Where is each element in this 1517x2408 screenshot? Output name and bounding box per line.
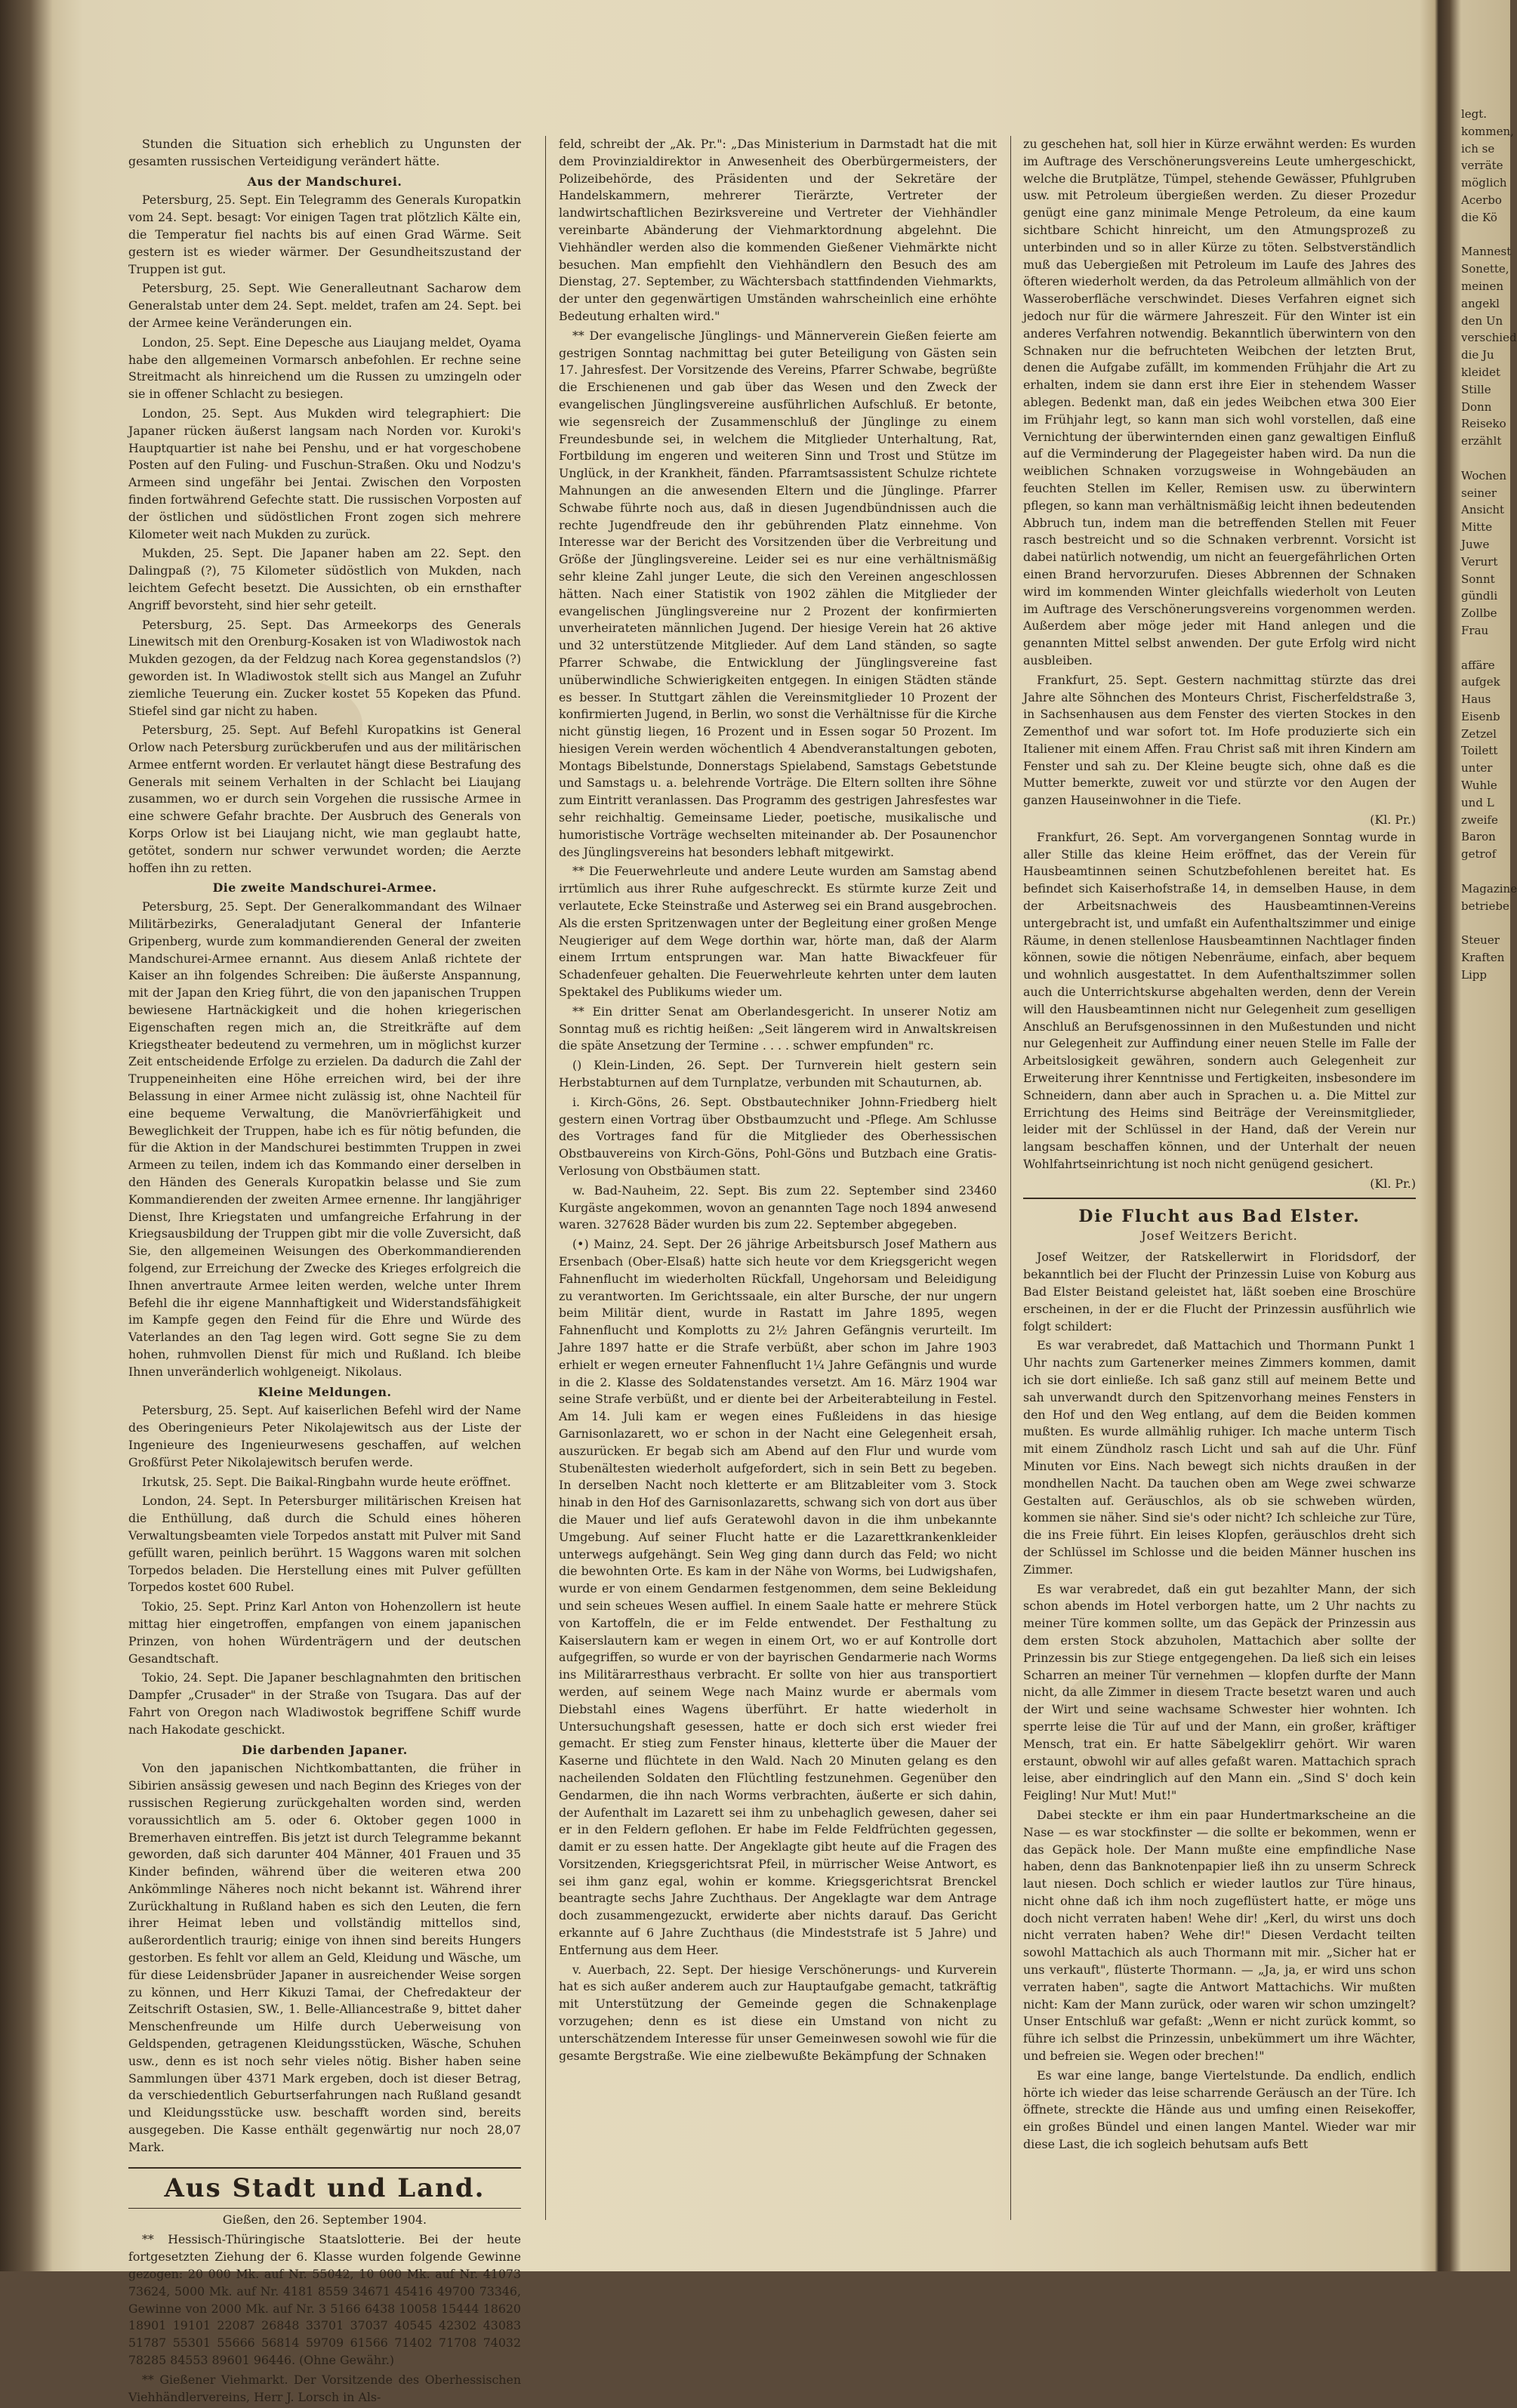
column-rule	[1010, 136, 1011, 2220]
edge-text-line: Wochen	[1461, 468, 1507, 483]
paragraph: Irkutsk, 25. Sept. Die Baikal-Ringbahn wurde heute eröffnet.	[142, 1474, 511, 1489]
edge-text-line: Kraften	[1461, 951, 1505, 965]
paragraph: ** Ein dritter Senat am Oberlandesgericht. In unserer Notiz am Sonntag muß es richtig heißen: „Seit längerem wird in Anwaltskreisen die späte Ansetzung der Termine . . . . schwer empfunden" rc.	[559, 1004, 997, 1053]
edge-text-line: gündli	[1461, 589, 1498, 603]
paragraph: Tokio, 24. Sept. Die Japaner beschlagnahmten den britischen Dampfer „Crusader" in der Straße von Tsugara. Das auf der Fahrt von Oregon nach Wladiwostok begriffene Schiff wurde nach Hakodate geschickt.	[128, 1670, 521, 1737]
paragraph: i. Kirch-Göns, 26. Sept. Obstbautechniker Johnn-Friedberg hielt gestern einen Vortrag über Obstbaumzucht und -Pflege. Am Schlusse des Vortrages fand für die Mitglieder des Oberhessischen Obstbauvereins von Kirch-Göns, Pohl-Göns und Butzbach eine Gratis-Verlosung von Obstbäumen statt.	[559, 1094, 997, 1179]
edge-text-line: Baron	[1461, 830, 1496, 844]
paragraph: ** Der evangelische Jünglings- und Männerverein Gießen feierte am gestrigen Sonntag nachmittag bei guter Beteiligung von Gästen sein 17. Jahresfest. Der Vorsitzende des Vereins, Pfarrer Schwabe, begrüßte die Erschienenen und gab über das Wesen und den Zweck der evangelischen Jünglingsvereine ausführlichen Aufschluß. Er betonte, wie segensreich der Zusammenschluß der Jünglinge zu einem Freundesbunde sei, in welchem die Mitglieder Unterhaltung, Rat, Fortbildung im engeren und weiteren Sinn und Trost und Stütze im Unglück, in der Krankheit, fänden. Pfarramtsassistent Schulze richtete Mahnungen an die anwesenden Eltern und die Jünglinge. Pfarrer Schwabe führte noch aus, daß in diesen Jugendbündnissen auch die rechte Jugendfreude den ihr gebührenden Platz einnehme. Von Interesse war der Bericht des Vorsitzenden über die Verbreitung und Größe der Jünglingsvereine. Leider sei es nur eine verhältnismäßig sehr kleine Zahl junger Leute, die sich den Vereinen angeschlossen hätten. Nach einer Statistik von 1902 zählen die Mitglieder der evangelischen Jünglingsvereine nur 2 Prozent der konfirmierten unverheirateten männlichen Jugend. Der hiesige Verein hat 26 aktive und 32 unterstützende Mitglieder. Auf dem Land ständen, so sagte Pfarrer Schwabe, die Entwicklung der Jünglingsvereine fast unüberwindliche Schwierigkeiten entgegen. In einigen Städten stände es besser. In Stuttgart zählen die Vereinsmitglieder 10 Prozent der konfirmierten Jugend, in Berlin, wo sonst die Verhältnisse für die Kirche nicht günstig liegen, 16 Prozent und in Essen sogar 50 Prozent. Im hiesigen Verein werden wöchentlich 4 Abendveranstaltungen geboten, Montags Bibelstunde, Donnerstags Spielabend, Samstags Gebetstunde und Samstags u. a. belehrende Vorträge. Die Eltern sollten ihre Söhne zum Eintritt veranlassen. Das Programm des gestrigen Jahresfestes war sehr reichhaltig. Gemeinsame Lieder, poetische, musikalische und humoristische Vorträge wechselten miteinander ab. Der Posaunenchor des Jünglingsvereins hat besonders lebhaft mitgewirkt.	[559, 328, 997, 859]
edge-text-line: den Un	[1461, 313, 1503, 328]
edge-text-line: kommen,	[1461, 124, 1514, 138]
edge-text-line: Lipp	[1461, 967, 1487, 982]
edge-text-line	[1461, 914, 1508, 932]
paragraph: Dabei steckte er ihm ein paar Hundertmarkscheine an die Nase — es war stockfinster — die sollte er bekommen, wenn er das Gepäck hole. Der Mann mußte eine empfindliche Nase haben, denn das Banknotenpapier ließ ihn zu unserm Schreck laut niesen. Doch schlich er wieder lautlos zur Türe hinaus, nicht ohne daß ich ihm noch zugeflüstert hatte, er möge uns doch nicht verraten haben! Wehe dir! „Kerl, du wirst uns doch nicht verraten haben? Wehe dir!" Diesen Verdacht teilten sowohl Mattachich als auch Thormann mit mir. „Sicher hat er uns verkauft", flüsterte Thormann. — „Ja, ja, er wird uns schon verraten haben", sagte die Antwort Mattachichs. Wir mußten nicht: Kam der Mann zurück, oder waren wir schon umzingelt? Unser Entschluß war gefaßt: „Wenn er nicht zurück kommt, so führe ich selbst die Prinzessin, unbekümmert um ihre Wächter, und befreien sie. Wegen oder brechen!"	[1023, 1807, 1416, 2064]
edge-text-line: seiner	[1461, 486, 1497, 500]
edge-text-line: die Ju	[1461, 348, 1494, 362]
edge-text-line: aufgek	[1461, 675, 1500, 689]
paragraph: w. Bad-Nauheim, 22. Sept. Bis zum 22. September sind 23460 Kurgäste angekommen, wovon an genannten Tage noch 1894 anwesend waren. 327628 Bäder wurden bis zum 22. September abgegeben.	[559, 1182, 997, 1232]
paragraph: Petersburg, 25. Sept. Wie Generalleutnant Sacharow dem Generalstab unter dem 24. Sept. meldet, trafen am 24. Sept. bei der Armee keine Veränderungen ein.	[128, 281, 521, 330]
paragraph: Petersburg, 25. Sept. Der Generalkommandant des Wilnaer Militärbezirks, Generaladjutant General der Infanterie Gripenberg, wurde zum kommandierenden General der zweiten Mandschurei-Armee ernannt. Aus diesem Anlaß richtete der Kaiser an ihn folgendes Schreiben: Die äußerste Anspannung, mit der Japan den Krieg führt, die von den japanischen Truppen bewiesene Hartnäckigkeit und die hohen kriegerischen Eigenschaften regen mich an, die Streitkräfte auf dem Kriegstheater bedeutend zu vermehren, um in möglichst kurzer Zeit entscheidende Erfolge zu erzielen. Da dadurch die Zahl der Truppeneinheiten eine Höhe erreichen wird, bei der ihre Belassung in einer Armee nicht zulässig ist, ohne Nachteil für eine bequeme Verwaltung, die Manövrierfähigkeit und Beweglichkeit der Truppen, habe ich es für nötig befunden, die für die Aktion in der Mandschurei bestimmten Truppen in zwei Armeen zu teilen, indem ich das Kommando einer derselben in den Händen des Generals Kuropatkin belasse und Sie zum Kommandierenden der zweiten Armee ernenne. Ihr langjähriger Dienst, Ihre Kriegstaten und umfangreiche Erfahrung in der Kriegsausbildung der Truppen gibt mir die volle Zuversicht, daß Sie, den allgemeinen Weisungen des Oberkommandierenden folgend, zur Erreichung der Zwecke des Krieges erfolgreich die Ihnen anvertraute Armee leiten werden, welche unter Ihrem Befehl die ihr eigene Mannhaftigkeit und Widerstandsfähigkeit im Kampfe gegen den Feind für die Ehre und Würde des Vaterlandes an den Tag legen wird. Gott segne Sie zu dem hohen, ruhmvollen Dienst für mich und Rußland. Ich bleibe Ihnen unveränderlich wohlgeneigt. Nikolaus.	[128, 899, 521, 1379]
paragraph: London, 24. Sept. In Petersburger militärischen Kreisen hat die Enthüllung, daß durch die Schuld eines höheren Verwaltungsbeamten viele Torpedos anstatt mit Pulver mit Sand gefüllt waren, peinlich berührt. 15 Waggons waren mit solchen Torpedos beladen. Die Herstellung eines mit Pulver gefüllten Torpedos kostet 600 Rubel.	[128, 1494, 521, 1595]
paragraph: Josef Weitzer, der Ratskellerwirt in Floridsdorf, der bekanntlich bei der Flucht der Prinzessin Luise von Koburg aus Bad Elster Beistand geleistet hat, läßt soeben eine Broschüre erscheinen, in der er die Flucht der Prinzessin ausführlich wie folgt schildert:	[1023, 1250, 1416, 1333]
paragraph: Petersburg, 25. Sept. Ein Telegramm des Generals Kuropatkin vom 24. Sept. besagt: Vor einigen Tagen trat plötzlich Kälte ein, die Temperatur fiel nachts bis auf einen Grad Wärme. Seit gestern ist es wieder wärmer. Der Gesundheitszustand der Truppen ist gut.	[128, 193, 521, 276]
edge-text-line: getrof	[1461, 847, 1497, 862]
edge-text-line: die Kö	[1461, 210, 1497, 224]
edge-text-line: Stille	[1461, 382, 1491, 396]
edge-text-line: Frau	[1461, 623, 1489, 637]
edge-text-line: Reiseko	[1461, 417, 1506, 431]
edge-text-line: meinen	[1461, 279, 1504, 293]
edge-text-line: Haus	[1461, 692, 1491, 707]
edge-text-line: affäre	[1461, 658, 1495, 672]
source-credit: (Kl. Pr.)	[1370, 812, 1416, 828]
edge-text-line: verräte	[1461, 159, 1503, 173]
edge-text-line: ich se	[1461, 141, 1495, 156]
column-1	[128, 136, 521, 2408]
edge-text-line: angekl	[1461, 296, 1500, 310]
paragraph: London, 25. Sept. Eine Depesche aus Liaujang meldet, Oyama habe den allgemeinen Vormarsch anbefohlen. Er rechne seine Streitmacht als hinreichend um die Russen zu umzingeln oder sie in offener Schlacht zu besiegen.	[128, 335, 521, 402]
column-3	[1023, 136, 1416, 2156]
edge-text-line	[1461, 863, 1508, 880]
edge-text-line: Donn	[1461, 399, 1492, 414]
edge-text-line: Magazine	[1461, 881, 1517, 896]
section-headline: Aus Stadt und Land.	[128, 2167, 521, 2209]
section-heading: Kleine Meldungen.	[257, 1384, 392, 1399]
edge-text-line	[1461, 227, 1508, 244]
edge-text-line: betriebe	[1461, 899, 1509, 913]
column-2	[559, 136, 997, 2067]
edge-text-line: Mitte	[1461, 520, 1493, 535]
newspaper-page	[83, 136, 1420, 2404]
column-rule	[545, 136, 546, 2220]
paragraph: Tokio, 25. Sept. Prinz Karl Anton von Hohenzollern ist heute mittag hier eingetroffen, empfangen von einem japanischen Prinzen, von hohen Würdenträgern und der deutschen Gesandtschaft.	[128, 1599, 521, 1666]
paragraph: Petersburg, 25. Sept. Auf kaiserlichen Befehl wird der Name des Oberingenieurs Peter Nikolajewitsch aus der Liste der Ingenieure des Ingenieurwesens geschaffen, auf welchen Großfürst Peter Nikolajewitsch berufen werde.	[128, 1403, 521, 1469]
edge-text-line: Eisenb	[1461, 709, 1500, 723]
edge-text-line: Zetzel	[1461, 726, 1497, 741]
paragraph: Petersburg, 25. Sept. Auf Befehl Kuropatkins ist General Orlow nach Petersburg zurückberufen und aus der militärischen Armee entfernt worden. Er verlautet hängt diese Bestrafung des Generals mit seinem Verhalten in der Schlacht bei Liaujang zusammen, wo er durch sein Vorgehen die russische Armee in eine schwere Gefahr brachte. Der Ausbruch des Generals von Korps Orlow ist bei Liaujang nicht, wie man geglaubt hatte, getötet, sondern nur schwer verwundet worden; die Aerzte hoffen ihn zu retten.	[128, 723, 521, 875]
paragraph: Von den japanischen Nichtkombattanten, die früher in Sibirien ansässig gewesen und nach Beginn des Krieges von der russischen Regierung zurückgehalten worden sind, werden voraussichtlich am 5. oder 6. Oktober gegen 1000 in Bremerhaven eintreffen. Bis jetzt ist durch Telegramme bekannt geworden, daß sich darunter 404 Männer, 401 Frauen und 35 Kinder befinden, während über die weiteren etwa 200 Ankömmlinge Näheres noch nicht bekannt ist. Während ihrer Zurückhaltung in Rußland haben es sich den Leuten, die fern ihrer Heimat leben und vollständig mittellos sind, außerordentlich traurig; einige von ihnen sind bereits Hungers gestorben. Es fehlt vor allem an Geld, Kleidung und Wäsche, um für diese Leidensbrüder Japaner in ausreichender Weise sorgen zu können, und Herr Kikuzi Tamai, der Chefredakteur der Zeitschrift Ostasien, SW., 1. Belle-Alliancestraße 9, bittet daher Menschenfreunde um Hilfe durch Ueberweisung von Geldspenden, getragenen Kleidungsstücken, Wäsche, Schuhen usw., denn es ist noch sehr vieles nötig. Bisher haben seine Sammlungen über 4371 Mark ergeben, doch ist dieser Betrag, da verschiedentlich Geburtserfahrungen nach Rußland gesandt und Kleidungsstücke usw. beschafft worden sind, bereits ausgegeben. Die Kasse enthält gegenwärtig nur noch 28,07 Mark.	[128, 1761, 521, 2154]
edge-text-line: unter	[1461, 761, 1493, 775]
paragraph: ** Hessisch-Thüringische Staatslotterie. Bei der heute fortgesetzten Ziehung der 6. Klasse wurden folgende Gewinne gezogen: 20 000 Mk. auf Nr. 55042, 10 000 Mk. auf Nr. 41073 73624, 5000 Mk. auf Nr. 4181 8559 34671 45416 49700 73346, Gewinne von 2000 Mk. auf Nr. 3 5166 6438 10058 15444 18620 18901 19101 22087 26848 33701 37037 40545 42302 43083 51787 55301 55666 56814 59709 61566 71402 71708 74032 78285 84553 89601 96446. (Ohne Gewähr.)	[128, 2232, 521, 2368]
edge-text-line: möglich	[1461, 176, 1507, 190]
edge-text-line: Acerbo	[1461, 193, 1502, 207]
paragraph: Stunden die Situation sich erheblich zu Ungunsten der gesamten russischen Verteidigung verändert hätte.	[128, 137, 521, 168]
edge-text-line: Wuhle	[1461, 779, 1497, 793]
edge-text-line: zweife	[1461, 812, 1498, 827]
adjacent-page-edge	[1461, 106, 1517, 2205]
paragraph: Petersburg, 25. Sept. Das Armeekorps des Generals Linewitsch mit den Orenburg-Kosaken ist von Wladiwostok nach Mukden gezogen, da der Feldzug nach Korea gegenstandslos (?) geworden ist. In Wladiwostok stellt sich aus Mangel an Zufuhr ziemliche Teuerung ein. Zucker kostet 55 Kopeken das Pfund. Stiefel sind gar nicht zu haben.	[128, 617, 521, 718]
edge-text-line: kleidet	[1461, 365, 1501, 379]
paragraph: Mukden, 25. Sept. Die Japaner haben am 22. Sept. den Dalingpaß (?), 75 Kilometer südöstlich von Mukden, nach leichtem Gefecht besetzt. Die Aussichten, ob ein ernsthafter Angriff bevorsteht, sind hier sehr geteilt.	[128, 546, 521, 612]
edge-text-line: Steuer	[1461, 933, 1500, 948]
edge-text-line: Zollbe	[1461, 606, 1497, 621]
section-heading: Aus der Mandschurei.	[247, 174, 402, 189]
paragraph: (•) Mainz, 24. Sept. Der 26 jährige Arbeitsbursch Josef Mathern aus Ersenbach (Ober-Elsaß) hatte sich heute vor dem Kriegsgericht wegen Fahnenflucht im wiederholten Rückfall, Ungehorsam und Beleidigung zu verantworten. Im Gerichtssaale, ein alter Bursche, der nur ungern beim Militär dient, wurde in Rastatt im Jahre 1895, wegen Fahnenflucht und Komplotts zu 2½ Jahren Gefängnis verurteilt. Im Jahre 1897 hatte er die Strafe verbüßt, aber schon im Jahre 1903 erhielt er wegen erneuter Fahnenflucht 1¼ Jahre Gefängnis und wurde in die 2. Klasse des Soldatenstandes versetzt. Am 16. März 1904 war seine Strafe verbüßt, und er diente bei der Arbeiterabteilung in Festel. Am 14. Juli kam er wegen eines Fußleidens in das hiesige Garnisonlazarett, wo er schon in der Nacht eine Gelegenheit ersah, auszurücken. Er begab sich am Abend auf den Flur und wurde vom Stubenältesten wiederholt aufgefordert, sich in sein Bett zu begeben. In derselben Nacht noch kletterte er am Blitzableiter vom 3. Stock hinab in den Hof des Garnisonlazaretts, schwang sich von dort aus über die Mauer und lief aufs Geratewohl davon in die ihm unbekannte Umgebung. Auf seiner Flucht hatte er die Lazarettkrankenkleider unterwegs aufgehängt. Sein Weg ging dann durch das Feld; wo nicht die bewohnten Orte. Es kam in der Nähe von Worms, bei Ludwigshafen, wurde er von einem Gendarmen festgenommen, dem seine Bekleidung und sein scheues Wesen auffiel. In einem Saale hatte er mehrere Stück von Kartoffeln, die er im Felde entwendet. Der Festhaltung zu Kaiserslautern kam er wegen in einem Ort, wo er auf Kontrolle dort aufgegriffen, so wurde er von der bayrischen Gendarmerie nach Worms ins Militärarresthaus verbracht. Er sollte von hier aus transportiert werden, auf seinem Wege nach Mainz wurde er abermals vom Diebstahl eines Wagens überführt. Er hatte wiederholt in Untersuchungshaft gesessen, hatte er doch sich erst wieder frei gemacht. Er stieg zum Fenster hinaus, kletterte über die Mauer der Kaserne und flüchtete in den Wald. Nach 20 Minuten gelang es den nacheilenden Soldaten den Flüchtling festzunehmen. Gegenüber den Gendarmen, die ihn nach Worms verbrachten, äußerte er sich dahin, der Aufenthalt im Lazarett sei ihm zu unbehaglich gewesen, daher sei er in den Feldern geflohen. Er habe im Felde Feldfrüchten gegessen, damit er zu essen hatte. Der Angeklagte gibt heute auf die Fragen des Vorsitzenden, Kriegsgerichtsrat Pfeil, in mürrischer Weise Antwort, es sei ihm ganz egal, wohin er komme. Kriegsgerichtsrat Brenckel beantragte sechs Jahre Zuchthaus. Der Angeklagte war dem Antrage doch zusammengezuckt, erwiderte aber nichts darauf. Das Gericht erkannte auf 6 Jahre Zuchthaus (die Mindeststrafe ist 5 Jahre) und Entfernung aus dem Heer.	[559, 1237, 997, 1957]
edge-text-line: Verurt	[1461, 554, 1498, 569]
article-subtitle: Josef Weitzers Bericht.	[1141, 1228, 1298, 1243]
article-title: Die Flucht aus Bad Elster.	[1023, 1198, 1416, 1228]
paragraph: ** Gießener Viehmarkt. Der Vorsitzende des Oberhessischen Viehhändlervereins, Herr J. Lorsch in Als-	[128, 2372, 521, 2404]
edge-text-line: Ansicht	[1461, 503, 1505, 517]
paragraph: Frankfurt, 26. Sept. Am vorvergangenen Sonntag wurde in aller Stille das kleine Heim eröffnet, das der Verein für Hausbeamtinnen seinen Schutzbefohlenen bereitet hat. Es befindet sich Kaiserhofstraße 14, in demselben Hause, in dem der Arbeitsnachweis des Hausbeamtinnen-Vereins untergebracht ist, und umfaßt ein Aufenthaltszimmer und einige Räume, in denen stellenlose Hausbeamtinnen Nachtlager finden können, sowie die nötigen Nebenräume, einfach, aber bequem und wohnlich ausgestattet. In dem Aufenthaltszimmer sollen auch die Unterrichtskurse abgehalten werden, denn der Verein will den Hausbeamtinnen nicht nur Gelegenheit zum geselligen Anschluß an Berufsgenossinnen in den Mußestunden und nicht nur Gelegenheit zur Auffindung einer neuen Stelle im Falle der Arbeitslosigkeit gewähren, sondern auch Gelegenheit zur Erweiterung ihrer Kenntnisse und Fertigkeiten, insbesondere im Schneidern, dann aber auch in Sprachen u. a. Die Mittel zur Errichtung des Heims sind Beiträge der Vereinsmitglieder, leider mit der Schlüssel in der Hand, daß der Verein nur langsam beschaffen können, und der Unterhalt der neuen Wohlfahrtseinrichtung ist noch nicht genügend gesichert.	[1023, 829, 1416, 1172]
edge-text-line	[1461, 640, 1508, 657]
paragraph: Frankfurt, 25. Sept. Gestern nachmittag stürzte das drei Jahre alte Söhnchen des Monteurs Christ, Fischerfeldstraße 3, in Sachsenhausen aus dem Fenster des vierten Stockes in den Zementhof und war sofort tot. Im Hofe produzierte sich ein Italiener mit einem Affen. Frau Christ saß mit ihren Kindern am Fenster und sah zu. Der Kleine beugte sich, ohne daß es die Mutter bemerkte, zuweit vor und stürzte vor den Augen der ganzen Hauseinwohner in die Tiefe.	[1023, 672, 1416, 808]
edge-text-line	[1461, 450, 1508, 467]
paragraph: v. Auerbach, 22. Sept. Der hiesige Verschönerungs- und Kurverein hat es sich außer anderem auch zur Hauptaufgabe gemacht, tatkräftig mit Unterstützung der Gemeinde gegen die Schnakenplage vorzugehen; denn es ist diese ein Umstand von nicht zu unterschätzendem Interesse für unser Gemeinwesen sowohl wie für die gesamte Bergstraße. Wie eine zielbewußte Bekämpfung der Schnaken	[559, 1962, 997, 2063]
edge-text-line: erzählt	[1461, 434, 1502, 449]
source-credit: (Kl. Pr.)	[1370, 1176, 1416, 1191]
edge-text-line: legt.	[1461, 107, 1488, 121]
edge-text-line: Sonette,	[1461, 262, 1509, 276]
dateline: Gießen, den 26. September 1904.	[222, 2212, 427, 2227]
section-heading: Die darbenden Japaner.	[242, 1742, 408, 1757]
edge-text-line: Sonnt	[1461, 572, 1495, 586]
edge-text-line: verschied	[1461, 331, 1517, 345]
paragraph: feld, schreibt der „Ak. Pr.": „Das Ministerium in Darmstadt hat die mit dem Provinzialdirektor in Anwesenheit des Oberbürgermeisters, der Polizeibehörde, des Präsidenten und der Sekretäre der Handelskammern, mehrerer Tierärzte, Vertreter der landwirtschaftlichen Bezirksvereine und Vertreter der Viehhändler vereinbarte Abänderung der Viehmarktordnung abgelehnt. Die Viehhändler werden also die kommenden Gießener Viehmärkte nicht besuchen. Man empfiehlt den Viehhändlern den Besuch des am Dienstag, 27. September, zu Wächtersbach stattfindenden Viehmarkts, der unter den gegenwärtigen Umständen wahrscheinlich eine erhöhte Bedeutung erhalten wird."	[559, 137, 997, 323]
paragraph: ** Die Feuerwehrleute und andere Leute wurden am Samstag abend irrtümlich aus ihrer Ruhe aufgeschreckt. Es stürmte kurze Zeit und verlautete, Ecke Steinstraße und Asterweg sei ein Brand ausgebrochen. Als die ersten Spritzenwagen unter der Begleitung einer großen Menge Neugieriger auf dem Wege dorthin war, hörte man, daß der Alarm einem Irrtum entsprungen war. Man hatte Biwackfeuer für Schadenfeuer gehalten. Die Feuerwehrleute kehrten unter dem lauten Spektakel des Publikums wieder um.	[559, 864, 997, 1000]
section-heading: Die zweite Mandschurei-Armee.	[212, 880, 437, 896]
paragraph: Es war eine lange, bange Viertelstunde. Da endlich, endlich hörte ich wieder das leise scharrende Geräusch an der Türe. Ich öffnete, streckte die Hände aus und umfing einen Reisekoffer, ein großes Bündel und einen langen Mantel. Wieder war mir diese Last, die ich sogleich behutsam aufs Bett	[1023, 2067, 1416, 2152]
paragraph: London, 25. Sept. Aus Mukden wird telegraphiert: Die Japaner rücken äußerst langsam nach Norden vor. Kuroki's Hauptquartier ist nahe bei Penshu, und er hat vorgeschobene Posten auf den Fuling- und Fuschun-Straßen. Oku und Nodzu's Armeen sind ungefähr bei Jentai. Zwischen den Vorposten finden fortwährend Gefechte statt. Die russischen Vorposten auf der östlichen und südöstlichen Front zogen sich mehrere Kilometer weit nach Mukden zu zurück.	[128, 405, 521, 541]
edge-text-line: Toilett	[1461, 744, 1498, 758]
paragraph: Es war verabredet, daß Mattachich und Thormann Punkt 1 Uhr nachts zum Gartenerker meines Zimmers kommen, damit ich sie dort einließe. Ich saß ganz still auf meinem Bette und sah unverwandt durch den Spitzenvorhang meines Fensters in den Hof und den Weg entlang, auf dem die Beiden kommen mußten. Es wurde allmählig ruhiger. Ich mache unterm Tisch mit einem Zündholz rasch Licht und sah auf die Uhr. Fünf Minuten vor Eins. Nach bewegt sich nichts draußen in der mondhellen Nacht. Da tauchen oben am Wege zwei schwarze Gestalten auf. Geräuschlos, als ob sie schweben würden, kommen sie näher. Sind sie's oder nicht? Ich schleiche zur Türe, die ins Freie führt. Ein leises Klopfen, geräuschlos dreht sich der Schlüssel im Schlosse und die beiden Männer huschen ins Zimmer.	[1023, 1338, 1416, 1577]
paragraph: () Klein-Linden, 26. Sept. Der Turnverein hielt gestern sein Herbstabturnen auf dem Turnplatze, verbunden mit Schauturnen, ab.	[559, 1058, 997, 1090]
paragraph: Es war verabredet, daß ein gut bezahlter Mann, der sich schon abends im Hotel verborgen hatte, um 2 Uhr nachts zu meiner Türe kommen sollte, um das Gepäck der Prinzessin aus dem ersten Stock abzuholen, Mattachich aber sollte der Prinzessin bis zur Stiege entgegengehen. Da ließ sich ein leises Scharren an meiner Tür vernehmen — klopfen durfte der Mann nicht, da alle Zimmer in diesem Tracte besetzt waren und auch der Wirt und seine wachsame Schwester hier wohnten. Ich sperrte leise die Tür auf und der Mann, ein großer, kräftiger Mensch, trat ein. Er hatte Säbelgeklirr gehört. Wir waren erstaunt, obwohl wir auf alles gefaßt waren. Mattachich sprach leise, aber eindringlich auf den Mann ein. „Sind S' doch kein Feigling! Nur Mut! Mut!"	[1023, 1581, 1416, 1803]
edge-text-line: und L	[1461, 795, 1494, 809]
edge-text-line: Juwe	[1461, 537, 1490, 551]
paragraph: zu geschehen hat, soll hier in Kürze erwähnt werden: Es wurden im Auftrage des Verschönerungsvereins Leute umhergeschickt, welche die Brutplätze, Tümpel, stehende Gewässer, Pfuhlgruben usw. mit Petroleum übergießen werden. Zu dieser Prozedur genügt eine ganz minimale Menge Petroleum, da eine kaum sichtbare Schicht hinreicht, um den Atmungsprozeß zu unterbinden und so in aller Kürze zu töten. Selbstverständlich muß das Uebergießen mit Petroleum im Laufe des Jahres des öfteren wiederholt werden, da das Petroleum allmählich von der Wasseroberfläche verschwindet. Dieses Verfahren eignet sich jedoch nur für die wärmere Jahreszeit. Für den Winter ist ein anderes Verfahren notwendig. Bekanntlich überwintern von den Schnaken nur die befruchteten Weibchen der letzten Brut, denen die Aufgabe zufällt, im kommenden Frühjahr die Art zu erhalten, indem sie dann erst ihre Eier in stehendem Wasser ablegen. Bedenkt man, daß ein jedes Weibchen etwa 300 Eier im Frühjahr legt, so kann man sich wohl vorstellen, daß eine Vernichtung der überwinternden einen ganz gewaltigen Einfluß auf die Verminderung der Plagegeister haben wird. Da nun die weiblichen Schnaken vorzugsweise in Wohngebäuden an feuchten Stellen im Keller, Remisen usw. zu überwintern pflegen, so kann man verhältnismäßig leicht ihnen bedeutenden Abbruch tun, indem man die betreffenden Stellen mit Feuer rasch bestreicht und so die Schnaken verbrennt. Vorsicht ist dabei natürlich notwendig, um nicht an feuergefährlichen Orten einen Brand hervorzurufen. Dieses Abbrennen der Schnaken wird im kommenden Winter gleichfalls wiederholt von Leuten im Auftrage des Verschönerungsvereins vorgenommen werden. Außerdem aber möge jeder mit Hand anlegen und die genannten Mittel selbst anwenden. Der gute Erfolg wird nicht ausbleiben.	[1023, 137, 1416, 668]
edge-text-line: Mannest	[1461, 245, 1512, 259]
